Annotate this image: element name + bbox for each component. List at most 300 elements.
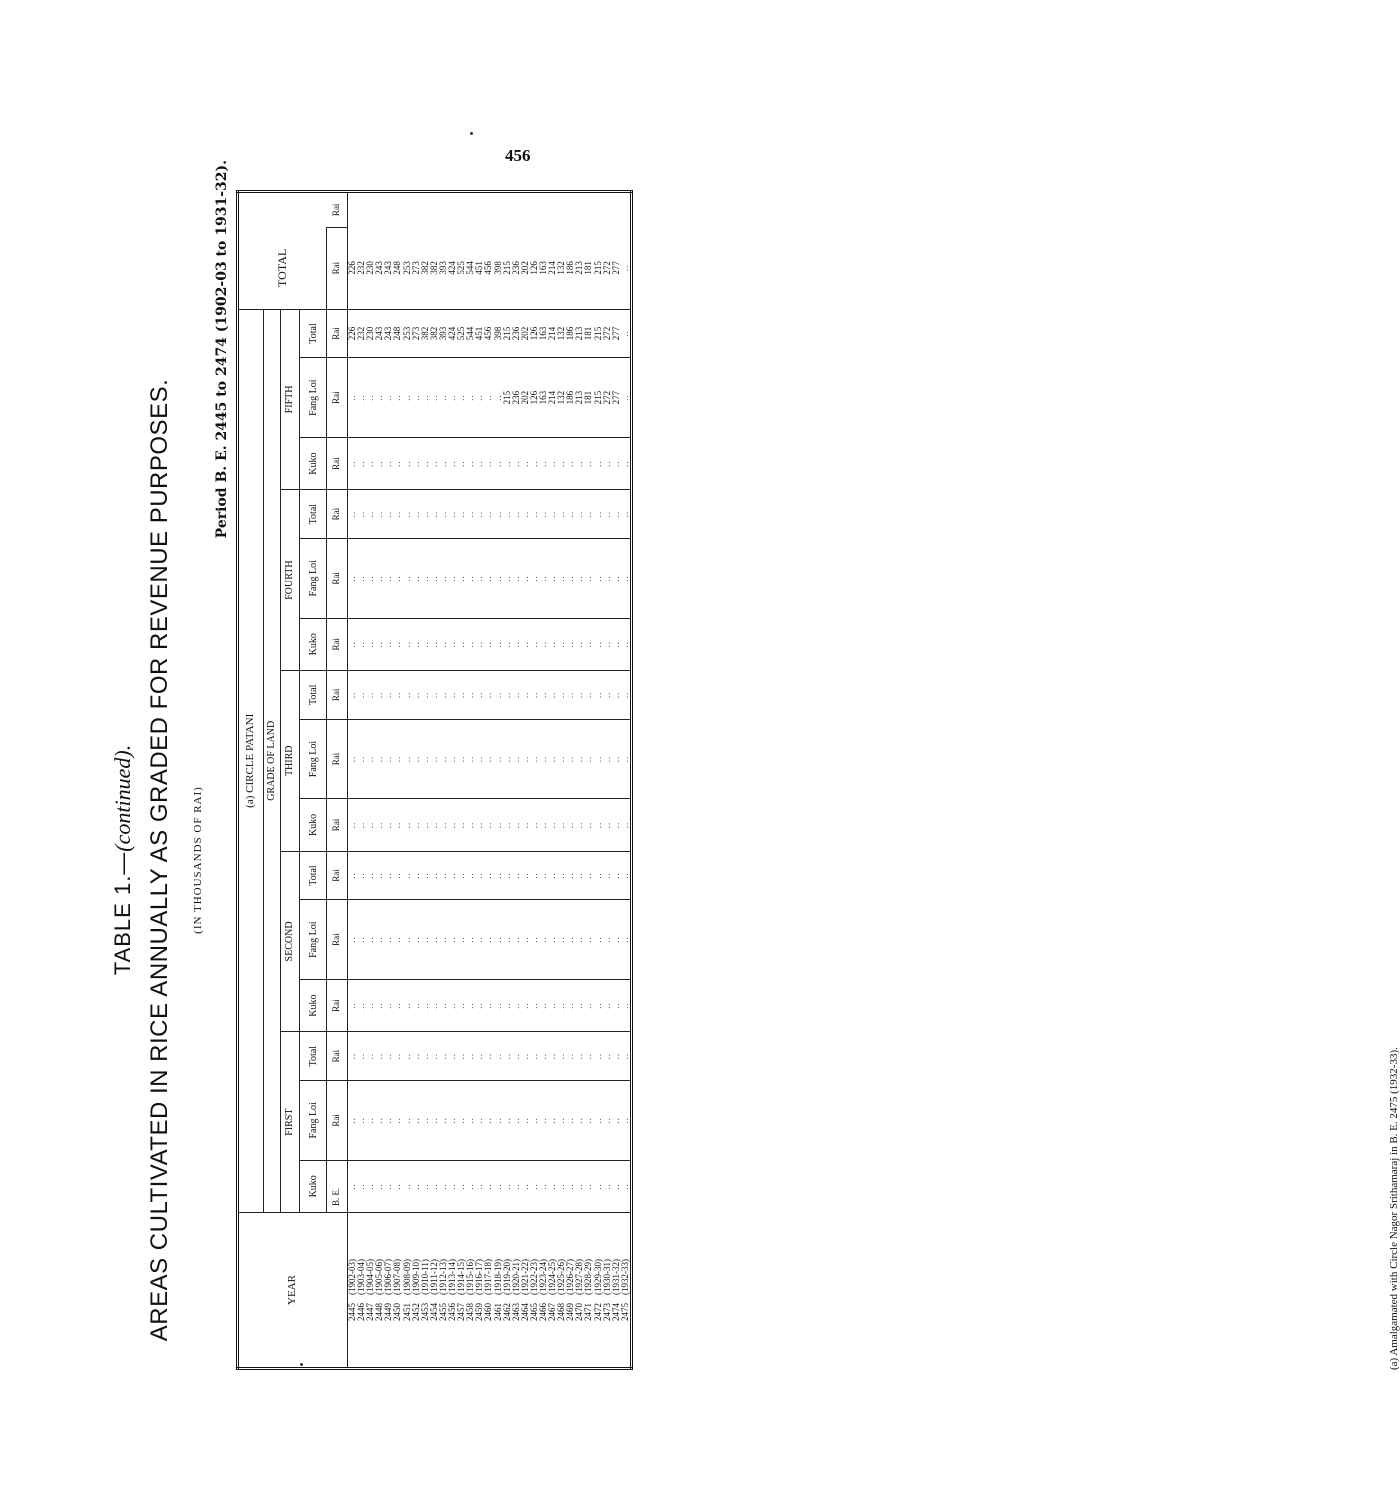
- empty-cell: ..: [603, 1032, 612, 1081]
- table-row: [421, 192, 430, 1369]
- fifth-fang-loi-cell: ..: [357, 358, 366, 438]
- empty-cell: ..: [384, 719, 393, 799]
- empty-cell: ..: [403, 1160, 412, 1212]
- empty-cell: ..: [439, 900, 448, 980]
- table-row: [366, 192, 375, 1369]
- empty-cell: ..: [448, 719, 457, 799]
- empty-cell: ..: [375, 900, 384, 980]
- empty-cell: ..: [403, 851, 412, 900]
- table-row: [430, 192, 439, 1369]
- empty-cell: ..: [466, 1081, 475, 1161]
- empty-cell: ..: [584, 799, 593, 851]
- empty-cell: ..: [494, 799, 503, 851]
- empty-cell: ..: [503, 1081, 512, 1161]
- total-cell: 243: [384, 227, 393, 309]
- unit-label: Rai: [327, 618, 348, 670]
- table-row: [521, 192, 530, 1369]
- empty-cell: ..: [484, 1032, 493, 1081]
- empty-cell: ..: [475, 670, 484, 719]
- total-cell: 230: [366, 227, 375, 309]
- empty-cell: ..: [494, 1160, 503, 1212]
- fifth-fang-loi-cell: ..: [384, 358, 393, 438]
- ad-year: (1917-18): [483, 1259, 494, 1295]
- unit-label: Rai: [327, 490, 348, 539]
- empty-cell: ..: [603, 618, 612, 670]
- table-row: [484, 192, 493, 1369]
- total-cell: 236: [512, 227, 521, 309]
- empty-cell: ..: [566, 490, 575, 539]
- empty-cell: ..: [530, 1032, 539, 1081]
- ad-year: (1912-13): [437, 1259, 448, 1295]
- empty-cell: ..: [503, 670, 512, 719]
- total-cell: 525: [457, 227, 466, 309]
- empty-cell: ..: [521, 799, 530, 851]
- empty-cell: ..: [466, 618, 475, 670]
- empty-cell: ..: [575, 1032, 584, 1081]
- empty-cell: ..: [348, 618, 358, 670]
- empty-cell: ..: [348, 490, 358, 539]
- empty-cell: ..: [621, 900, 632, 980]
- empty-cell: ..: [612, 437, 621, 489]
- fifth-fang-loi-cell: 236: [512, 358, 521, 438]
- be-year: 2465: [528, 1303, 539, 1321]
- empty-cell: ..: [530, 618, 539, 670]
- empty-cell: ..: [557, 618, 566, 670]
- be-year: 2460: [483, 1303, 494, 1321]
- empty-cell: ..: [457, 1032, 466, 1081]
- subcolumn-header-row: [300, 192, 327, 1369]
- empty-cell: ..: [494, 670, 503, 719]
- empty-cell: ..: [457, 670, 466, 719]
- empty-cell: ..: [475, 539, 484, 619]
- empty-cell: ..: [539, 979, 548, 1031]
- empty-cell: ..: [375, 719, 384, 799]
- be-year: 2448: [374, 1303, 385, 1321]
- empty-cell: ..: [348, 979, 358, 1031]
- empty-cell: ..: [603, 670, 612, 719]
- year-header-label: YEAR: [286, 1275, 299, 1305]
- grade-first-header: FIRST: [281, 1032, 300, 1213]
- empty-cell: ..: [357, 437, 366, 489]
- fifth-total-cell: 393: [439, 309, 448, 358]
- empty-cell: ..: [594, 539, 603, 619]
- empty-cell: ..: [512, 1032, 521, 1081]
- be-year: 2467: [547, 1303, 558, 1321]
- ad-year: (1903-04): [356, 1259, 367, 1295]
- empty-cell: ..: [457, 437, 466, 489]
- empty-cell: ..: [539, 799, 548, 851]
- ad-year: (1909-10): [410, 1259, 421, 1295]
- total-cell: 132: [557, 227, 566, 309]
- empty-cell: ..: [403, 490, 412, 539]
- empty-cell: ..: [375, 1081, 384, 1161]
- fifth-total-cell: 253: [403, 309, 412, 358]
- total-cell: 272: [603, 227, 612, 309]
- empty-cell: ..: [412, 1032, 421, 1081]
- table-row: [475, 192, 484, 1369]
- empty-cell: ..: [393, 437, 402, 489]
- print-speck: [470, 132, 473, 135]
- empty-cell: ..: [466, 979, 475, 1031]
- empty-cell: ..: [430, 799, 439, 851]
- empty-cell: ..: [548, 490, 557, 539]
- empty-cell: ..: [393, 618, 402, 670]
- empty-cell: ..: [384, 1160, 393, 1212]
- rotated-table-page: [110, 130, 1400, 1370]
- empty-cell: ..: [439, 539, 448, 619]
- empty-cell: ..: [439, 719, 448, 799]
- empty-cell: ..: [484, 1081, 493, 1161]
- empty-cell: ..: [503, 851, 512, 900]
- be-year: 2450: [392, 1303, 403, 1321]
- total-cell: 382: [421, 227, 430, 309]
- empty-cell: ..: [530, 539, 539, 619]
- empty-cell: ..: [384, 900, 393, 980]
- empty-cell: ..: [603, 851, 612, 900]
- subcol-total-header: Total: [300, 309, 327, 358]
- empty-cell: ..: [530, 799, 539, 851]
- empty-cell: ..: [603, 1160, 612, 1212]
- fifth-fang-loi-cell: ..: [348, 358, 358, 438]
- empty-cell: ..: [421, 799, 430, 851]
- empty-cell: ..: [603, 719, 612, 799]
- total-cell: 451: [475, 227, 484, 309]
- empty-cell: ..: [594, 618, 603, 670]
- empty-cell: ..: [357, 1032, 366, 1081]
- table-row: [494, 192, 503, 1369]
- empty-cell: ..: [448, 1032, 457, 1081]
- empty-cell: ..: [412, 719, 421, 799]
- be-year: 2456: [447, 1303, 458, 1321]
- empty-cell: ..: [466, 539, 475, 619]
- empty-cell: ..: [566, 799, 575, 851]
- empty-cell: ..: [575, 979, 584, 1031]
- empty-cell: ..: [421, 539, 430, 619]
- empty-cell: ..: [439, 670, 448, 719]
- table-row: [457, 192, 466, 1369]
- empty-cell: ..: [621, 799, 632, 851]
- fifth-total-cell: 248: [393, 309, 402, 358]
- empty-cell: ..: [357, 979, 366, 1031]
- empty-cell: ..: [348, 1160, 358, 1212]
- fifth-fang-loi-cell: ..: [430, 358, 439, 438]
- empty-cell: ..: [594, 719, 603, 799]
- empty-cell: ..: [366, 799, 375, 851]
- total-cell: 277: [612, 227, 621, 309]
- ad-year: (1921-22): [519, 1259, 530, 1295]
- empty-cell: ..: [548, 539, 557, 619]
- empty-cell: ..: [475, 719, 484, 799]
- fifth-total-cell: 243: [375, 309, 384, 358]
- be-year: 2473: [601, 1303, 612, 1321]
- fifth-fang-loi-cell: ..: [448, 358, 457, 438]
- empty-cell: ..: [575, 1081, 584, 1161]
- empty-cell: ..: [612, 670, 621, 719]
- empty-cell: ..: [366, 1081, 375, 1161]
- empty-cell: ..: [403, 618, 412, 670]
- be-year: 2468: [556, 1303, 567, 1321]
- fifth-fang-loi-cell: 214: [548, 358, 557, 438]
- empty-cell: ..: [494, 719, 503, 799]
- empty-cell: ..: [366, 719, 375, 799]
- empty-cell: ..: [584, 618, 593, 670]
- empty-cell: ..: [575, 670, 584, 719]
- empty-cell: ..: [548, 1081, 557, 1161]
- empty-cell: ..: [448, 851, 457, 900]
- empty-cell: ..: [457, 490, 466, 539]
- empty-cell: ..: [366, 618, 375, 670]
- total-cell: 215: [594, 227, 603, 309]
- empty-cell: ..: [594, 1160, 603, 1212]
- empty-cell: ..: [393, 539, 402, 619]
- ad-year: (1931-32): [610, 1259, 621, 1295]
- fifth-total-cell: 236: [512, 309, 521, 358]
- empty-cell: ..: [403, 539, 412, 619]
- empty-cell: ..: [430, 437, 439, 489]
- empty-cell: ..: [512, 900, 521, 980]
- empty-cell: ..: [612, 851, 621, 900]
- empty-cell: ..: [575, 719, 584, 799]
- empty-cell: ..: [603, 539, 612, 619]
- empty-cell: ..: [557, 539, 566, 619]
- empty-cell: ..: [366, 539, 375, 619]
- fifth-fang-loi-cell: 215: [503, 358, 512, 438]
- empty-cell: ..: [494, 618, 503, 670]
- table-row: [530, 192, 539, 1369]
- empty-cell: ..: [584, 670, 593, 719]
- empty-cell: ..: [366, 1160, 375, 1212]
- empty-cell: ..: [421, 851, 430, 900]
- empty-cell: ..: [557, 1032, 566, 1081]
- be-year: 2472: [592, 1303, 603, 1321]
- footnote: (a) Amalgamated with Circle Nagor Srithamaraj in B. E. 2475 (1932-33).: [1388, 1047, 1400, 1370]
- empty-cell: ..: [612, 719, 621, 799]
- be-year: 2454: [428, 1302, 439, 1321]
- empty-cell: ..: [421, 490, 430, 539]
- empty-cell: ..: [466, 799, 475, 851]
- empty-cell: ..: [466, 719, 475, 799]
- empty-cell: ..: [403, 900, 412, 980]
- subcol-fang-loi-header: Fang Loi: [300, 719, 327, 799]
- fifth-total-cell: ..: [621, 309, 632, 358]
- empty-cell: ..: [503, 979, 512, 1031]
- empty-cell: ..: [557, 1160, 566, 1212]
- empty-cell: ..: [557, 900, 566, 980]
- be-year: 2471: [583, 1303, 594, 1321]
- fifth-fang-loi-cell: ..: [457, 358, 466, 438]
- empty-cell: ..: [494, 900, 503, 980]
- be-year: 2458: [465, 1303, 476, 1321]
- empty-cell: ..: [575, 799, 584, 851]
- empty-cell: ..: [421, 618, 430, 670]
- empty-cell: ..: [475, 851, 484, 900]
- empty-cell: ..: [548, 1160, 557, 1212]
- unit-label: Rai: [327, 1032, 348, 1081]
- empty-cell: ..: [621, 979, 632, 1031]
- empty-cell: ..: [594, 851, 603, 900]
- empty-cell: ..: [457, 799, 466, 851]
- ad-year: (1929-30): [592, 1259, 603, 1295]
- subcol-total-header: Total: [300, 490, 327, 539]
- be-year: 2466: [537, 1303, 548, 1321]
- table-title: TABLE 1.—(continued).: [110, 744, 135, 976]
- ad-year: (1915-16): [465, 1259, 476, 1295]
- empty-cell: ..: [448, 618, 457, 670]
- empty-cell: ..: [521, 851, 530, 900]
- empty-cell: ..: [475, 799, 484, 851]
- fifth-total-cell: 544: [466, 309, 475, 358]
- empty-cell: ..: [357, 490, 366, 539]
- empty-cell: ..: [375, 851, 384, 900]
- unit-row: [327, 192, 348, 1369]
- empty-cell: ..: [457, 979, 466, 1031]
- total-cell: 253: [403, 227, 412, 309]
- fifth-total-cell: 230: [366, 309, 375, 358]
- fifth-total-cell: 202: [521, 309, 530, 358]
- empty-cell: ..: [521, 670, 530, 719]
- empty-cell: ..: [512, 979, 521, 1031]
- empty-cell: ..: [457, 900, 466, 980]
- table-row: [412, 192, 421, 1369]
- unit-label: Rai: [327, 851, 348, 900]
- empty-cell: ..: [521, 719, 530, 799]
- empty-cell: ..: [403, 1081, 412, 1161]
- empty-cell: ..: [530, 851, 539, 900]
- table-row: [612, 192, 621, 1369]
- empty-cell: ..: [439, 490, 448, 539]
- empty-cell: ..: [348, 799, 358, 851]
- empty-cell: ..: [357, 799, 366, 851]
- fifth-total-cell: 232: [357, 309, 366, 358]
- be-year: 2475: [619, 1303, 630, 1321]
- empty-cell: ..: [494, 1032, 503, 1081]
- empty-cell: ..: [521, 1160, 530, 1212]
- empty-cell: ..: [575, 618, 584, 670]
- empty-cell: ..: [439, 799, 448, 851]
- empty-cell: ..: [384, 799, 393, 851]
- empty-cell: ..: [521, 437, 530, 489]
- empty-cell: ..: [384, 618, 393, 670]
- empty-cell: ..: [584, 437, 593, 489]
- fifth-total-cell: 181: [584, 309, 593, 358]
- empty-cell: ..: [393, 900, 402, 980]
- empty-cell: ..: [584, 851, 593, 900]
- be-year: 2453: [419, 1302, 430, 1321]
- grade-of-land-header: GRADE OF LAND: [264, 309, 281, 1212]
- empty-cell: ..: [603, 900, 612, 980]
- empty-cell: ..: [539, 719, 548, 799]
- empty-cell: ..: [421, 670, 430, 719]
- subcol-total-header: Total: [300, 851, 327, 900]
- empty-cell: ..: [530, 1160, 539, 1212]
- period-label: Period B. E. 2445 to 2474 (1902-03 to 1931-32).: [214, 160, 230, 539]
- empty-cell: ..: [448, 1160, 457, 1212]
- empty-cell: ..: [521, 539, 530, 619]
- empty-cell: ..: [430, 719, 439, 799]
- table-row: [548, 192, 557, 1369]
- empty-cell: ..: [494, 490, 503, 539]
- fifth-total-cell: 243: [384, 309, 393, 358]
- fifth-total-cell: 132: [557, 309, 566, 358]
- table-row: [384, 192, 393, 1369]
- empty-cell: ..: [594, 799, 603, 851]
- empty-cell: ..: [575, 1160, 584, 1212]
- empty-cell: ..: [503, 539, 512, 619]
- empty-cell: ..: [375, 490, 384, 539]
- empty-cell: ..: [557, 1081, 566, 1161]
- empty-cell: ..: [403, 799, 412, 851]
- fifth-fang-loi-cell: ..: [494, 358, 503, 438]
- ad-year: (1904-05): [365, 1259, 376, 1295]
- fifth-fang-loi-cell: 181: [584, 358, 593, 438]
- empty-cell: ..: [357, 670, 366, 719]
- table-title-suffix: (continued).: [110, 744, 135, 852]
- empty-cell: ..: [375, 670, 384, 719]
- empty-cell: ..: [548, 900, 557, 980]
- empty-cell: ..: [612, 1081, 621, 1161]
- empty-cell: ..: [521, 900, 530, 980]
- empty-cell: ..: [348, 851, 358, 900]
- empty-cell: ..: [584, 1160, 593, 1212]
- empty-cell: ..: [594, 1081, 603, 1161]
- empty-cell: ..: [375, 539, 384, 619]
- empty-cell: ..: [539, 618, 548, 670]
- empty-cell: ..: [466, 670, 475, 719]
- fifth-fang-loi-cell: ..: [421, 358, 430, 438]
- fifth-fang-loi-cell: 163: [539, 358, 548, 438]
- empty-cell: ..: [384, 1032, 393, 1081]
- empty-cell: ..: [512, 539, 521, 619]
- empty-cell: ..: [548, 979, 557, 1031]
- table-subtitle: AREAS CULTIVATED IN RICE ANNUALLY AS GRADED FOR REVENUE PURPOSES.: [146, 378, 173, 1342]
- empty-cell: ..: [584, 979, 593, 1031]
- empty-cell: ..: [557, 979, 566, 1031]
- total-cell: 126: [530, 227, 539, 309]
- table-row: [375, 192, 384, 1369]
- empty-cell: ..: [575, 539, 584, 619]
- empty-cell: ..: [393, 670, 402, 719]
- empty-cell: ..: [594, 1032, 603, 1081]
- grade-fourth-header: FOURTH: [281, 490, 300, 671]
- empty-cell: ..: [512, 437, 521, 489]
- empty-cell: ..: [366, 979, 375, 1031]
- empty-cell: ..: [512, 799, 521, 851]
- empty-cell: ..: [503, 719, 512, 799]
- empty-cell: ..: [539, 539, 548, 619]
- empty-cell: ..: [348, 900, 358, 980]
- subcol-fang-loi-header: Fang Loi: [300, 900, 327, 980]
- ad-year: (1927-28): [574, 1259, 585, 1295]
- ad-year: (1902-03): [347, 1259, 357, 1295]
- empty-cell: ..: [357, 618, 366, 670]
- empty-cell: ..: [603, 437, 612, 489]
- empty-cell: ..: [412, 900, 421, 980]
- total-cell: 544: [466, 227, 475, 309]
- empty-cell: ..: [539, 1081, 548, 1161]
- empty-cell: ..: [612, 1160, 621, 1212]
- empty-cell: ..: [384, 979, 393, 1031]
- empty-cell: ..: [384, 539, 393, 619]
- empty-cell: ..: [430, 539, 439, 619]
- fifth-fang-loi-cell: ..: [412, 358, 421, 438]
- ad-year: (1916-17): [474, 1259, 485, 1295]
- ad-year: (1919-20): [501, 1259, 512, 1295]
- ad-year: (1918-19): [492, 1259, 503, 1295]
- empty-cell: ..: [439, 851, 448, 900]
- fifth-total-cell: 277: [612, 309, 621, 358]
- empty-cell: ..: [548, 719, 557, 799]
- empty-cell: ..: [566, 979, 575, 1031]
